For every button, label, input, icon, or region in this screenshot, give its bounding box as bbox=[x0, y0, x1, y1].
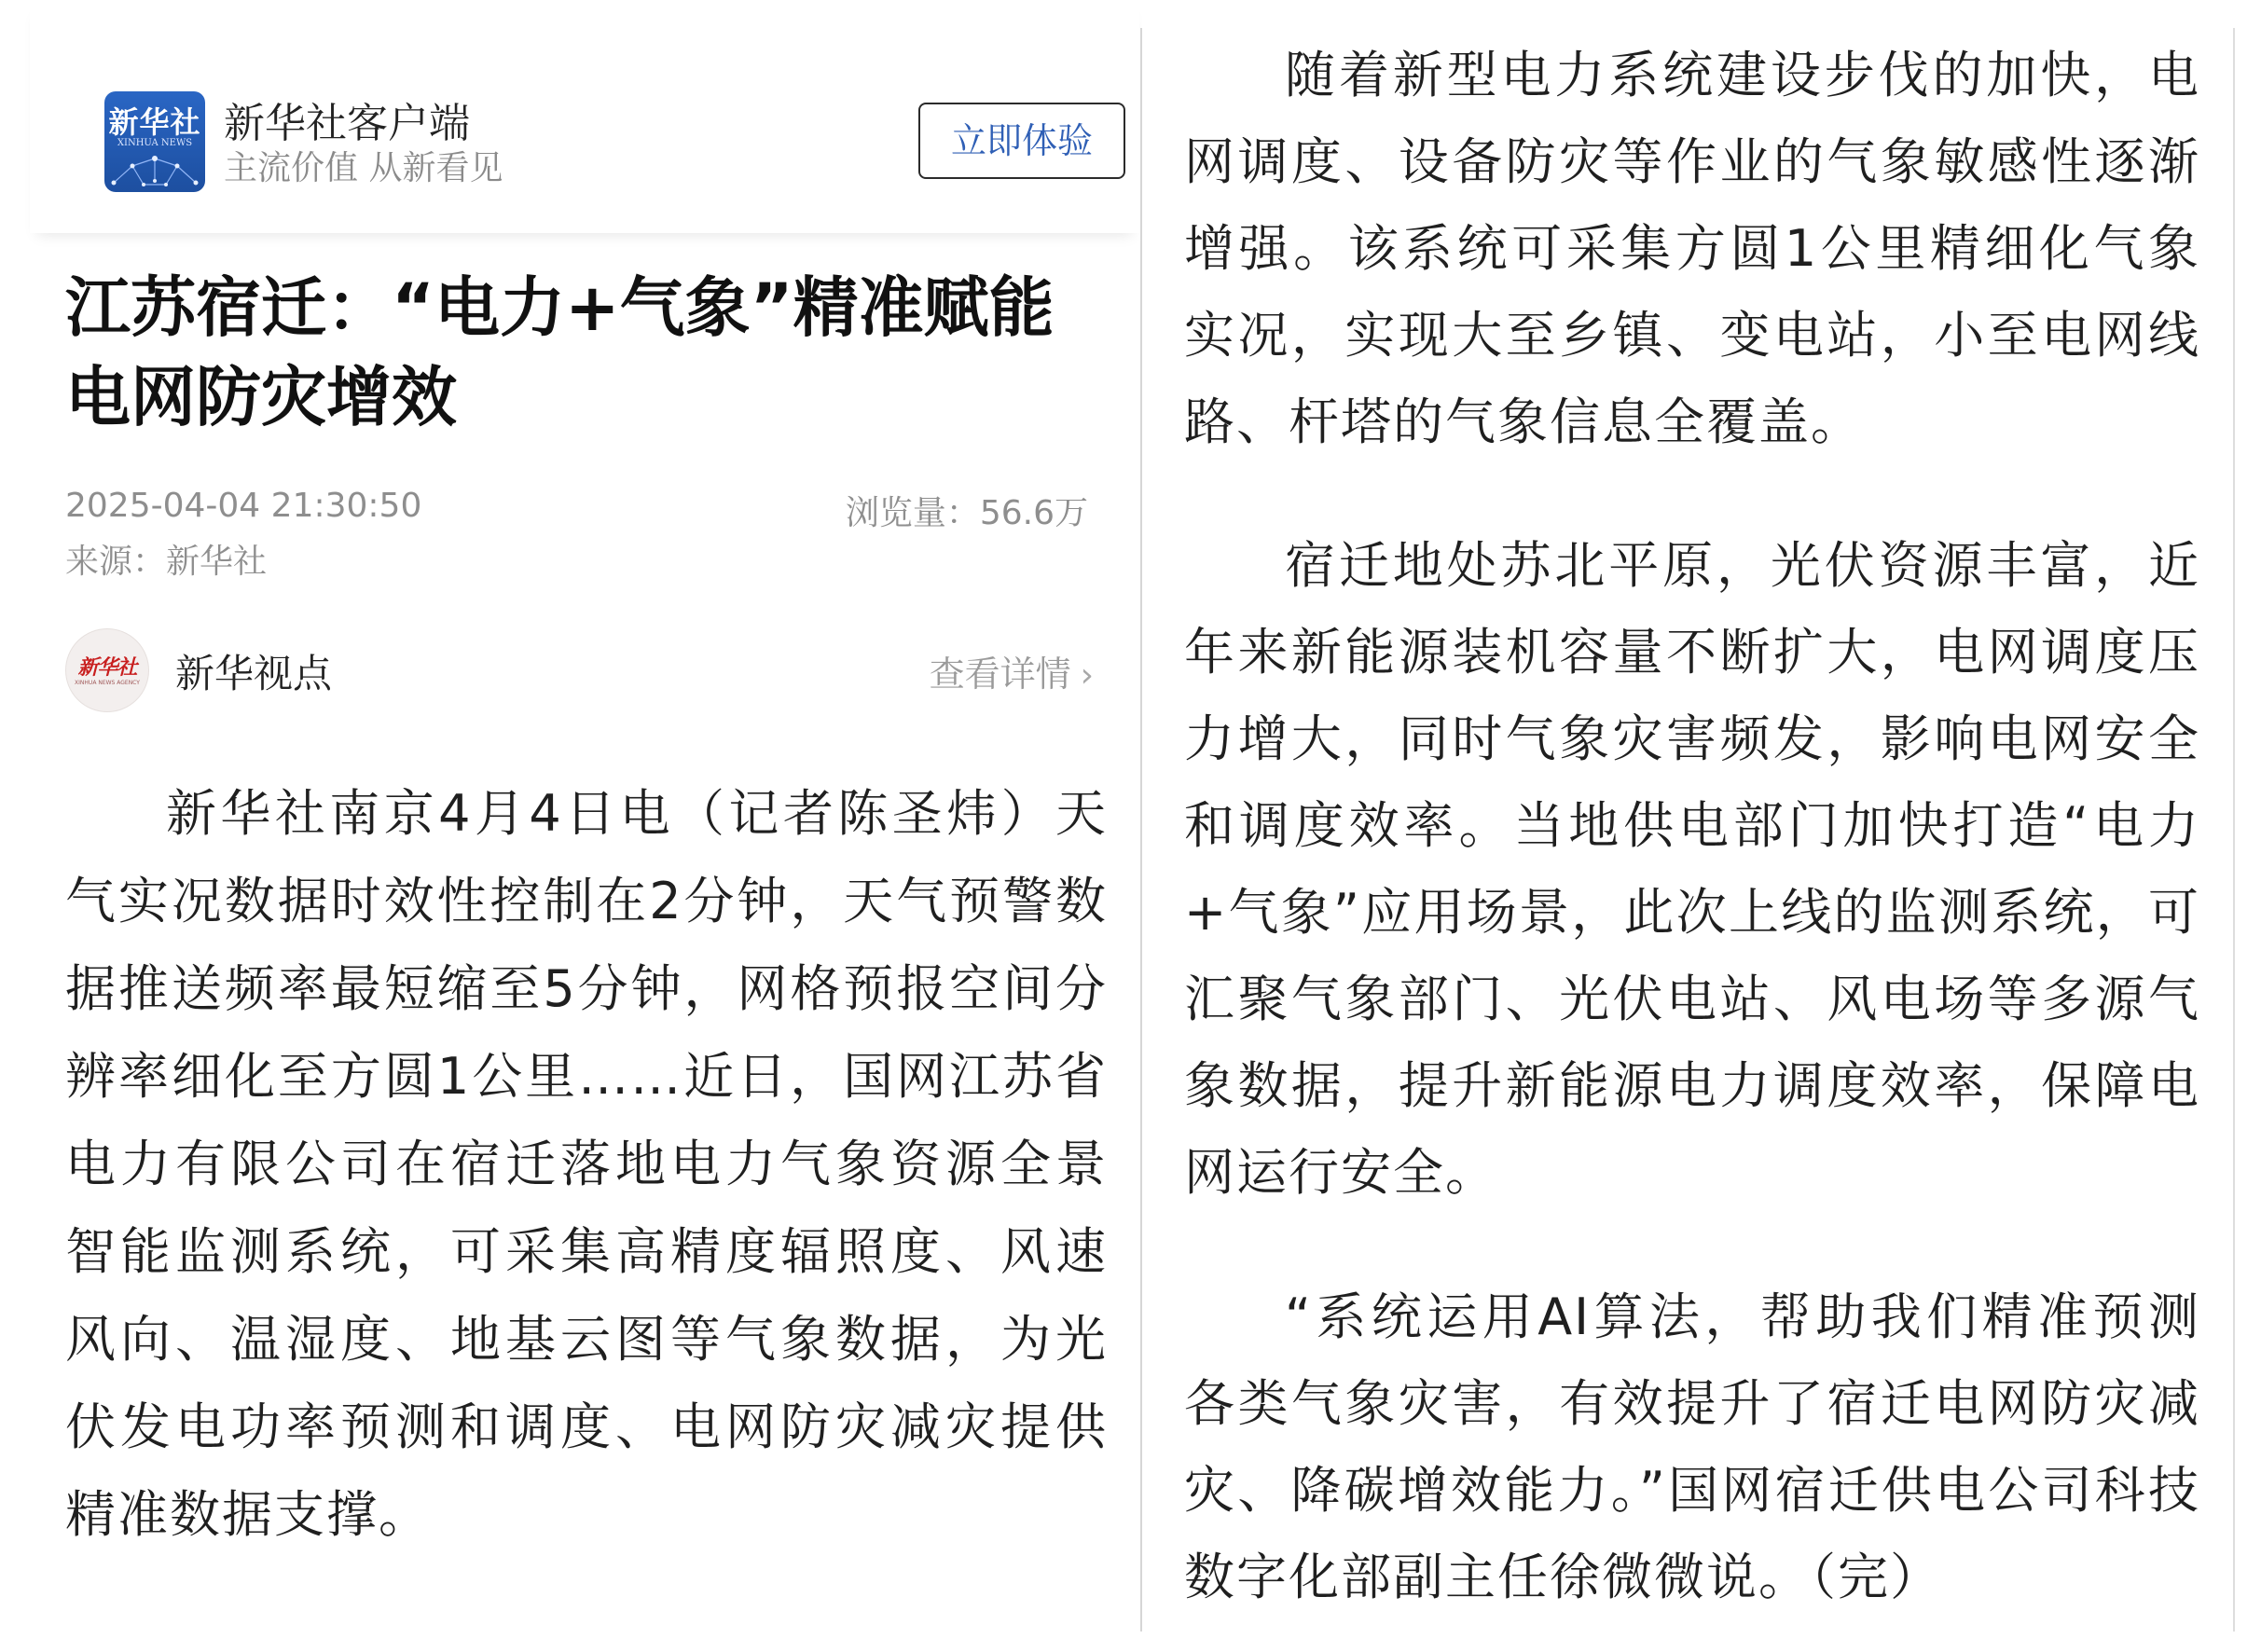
article-paragraph-4: “系统运用AI算法，帮助我们精准预测各类气象灾害，有效提升了宿迁电网防灾减灾、降碳增效能力。”国网宿迁供电公司科技数字化部副主任徐微微说。（完） bbox=[1184, 1287, 2200, 1606]
right-edge-divider bbox=[2233, 28, 2235, 1631]
app-slogan: 主流价值 从新看见 bbox=[224, 149, 503, 187]
view-details-link[interactable] bbox=[930, 645, 1094, 696]
xinhua-logo-icon[interactable] bbox=[104, 91, 205, 192]
xinhua-avatar-icon[interactable] bbox=[65, 628, 149, 712]
view-count: 浏览量：56.6万 bbox=[845, 494, 1088, 532]
article-paragraph-3: 宿迁地处苏北平原，光伏资源丰富，近年来新能源装机容量不断扩大，电网调度压力增大，同时气象灾害频发，影响电网安全和调度效率。当地供电部门加快打造“电力+气象”应用场景，此次上线的监测系统，可汇聚气象部门、光伏电站、风电场等多源气象数据，提升新能源电力调度效率，保障电网运行安全。 bbox=[1184, 536, 2200, 1202]
article-paragraph-1: 新华社南京4月4日电（记者陈圣炜）天气实况数据时效性控制在2分钟，天气预警数据推送频率最短缩至5分钟，网格预报空间分辨率细化至方圆1公里……近日，国网江苏省电力有限公司在宿迁落地电力气象资源全景智能监测系统，可采集高精度辐照度、风速风向、温湿度、地基云图等气象数据，为光伏发电功率预测和调度、电网防灾减灾提供精准数据支撑。 bbox=[65, 784, 1108, 1544]
article-paragraph-2: 随着新型电力系统建设步伐的加快，电网调度、设备防灾等作业的气象敏感性逐渐增强。该系统可采集方圆1公里精细化气象实况，实现大至乡镇、变电站，小至电网线路、杆塔的气象信息全覆盖。 bbox=[1184, 46, 2200, 451]
avatar-text: 新华社 bbox=[77, 655, 137, 680]
network-graphic-icon bbox=[104, 149, 205, 192]
logo-text: 新华社 bbox=[108, 104, 201, 140]
right-panel bbox=[1142, 0, 2233, 1652]
avatar-subtext: XINHUA NEWS AGENCY bbox=[75, 680, 140, 686]
try-now-button[interactable]: 立即体验 bbox=[918, 103, 1125, 179]
app-name: 新华社客户端 bbox=[224, 100, 470, 147]
view-details-label: 查看详情 bbox=[929, 654, 1071, 695]
app-header bbox=[30, 0, 1139, 233]
article-title: 江苏宿迁：“电力+气象”精准赋能电网防灾增效 bbox=[65, 269, 1055, 435]
article-source: 来源：新华社 bbox=[65, 543, 268, 581]
chevron-right-icon: › bbox=[1080, 656, 1094, 695]
channel-name[interactable]: 新华视点 bbox=[175, 651, 333, 696]
logo-subtext: XINHUA NEWS bbox=[117, 138, 193, 148]
publish-date: 2025-04-04 21:30:50 bbox=[65, 487, 422, 525]
